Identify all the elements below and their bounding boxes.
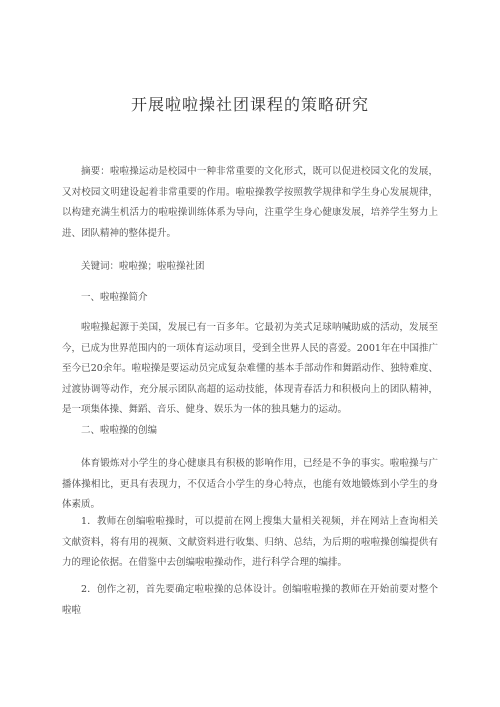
numbered-paragraph: 2．创作之初，首先要确定啦啦操的总体设计。创编啦啦操的教师在开始前要对整个啦啦 xyxy=(62,584,438,616)
keywords-line: 关键词：啦啦操；啦啦操社团 xyxy=(81,261,205,272)
body-paragraph: 啦啦操起源于美国，发展已有一百多年。它最初为美式足球呐喊助威的活动，发展至今，已成为世界范围内的一项体育运动项目，受到全世界人民的喜爱。2001年在中国推广至今已20余年。啦啦操是要运动员完成复杂难懂的基本手部动作和舞蹈动作、独特难度、过渡协调等动作，充分展示团队高超的运动技能，体现青春活力和积极向上的团队精神，是一项集体操、舞蹈、音乐、健身、娱乐为一体的独具魅力的运动。 xyxy=(62,322,438,415)
numbered-paragraph: 1．教师在创编啦啦操时，可以提前在网上搜集大量相关视频，并在网站上查询相关文献资料，将有用的视频、文献资料进行收集、归纳、总结，为后期的啦啦操创编提供有力的理论依据。在借鉴中去创编啦啦操动作，进行科学合理的编排。 xyxy=(62,516,438,568)
section-heading: 二、啦啦操的创编 xyxy=(81,425,158,436)
document-title: 开展啦啦操社团课程的策略研究 xyxy=(130,95,369,114)
body-paragraph: 体育锻炼对小学生的身心健康具有积极的影响作用，已经是不争的事实。啦啦操与广播体操相比，更具有表现力，不仅适合小学生的身心特点，也能有效地锻炼到小学生的身体素质。 xyxy=(62,458,438,510)
section-heading: 一、啦啦操简介 xyxy=(81,292,148,303)
abstract-paragraph: 摘要：啦啦操运动是校园中一种非常重要的文化形式，既可以促进校园文化的发展，又对校园文明建设起着非常重要的作用。啦啦操教学按照教学规律和学生身心发展规律，以构建充满生机活力的啦啦操训练体系为导向，注重学生身心健康发展，培养学生努力上进、团队精神的整体提升。 xyxy=(62,166,438,239)
